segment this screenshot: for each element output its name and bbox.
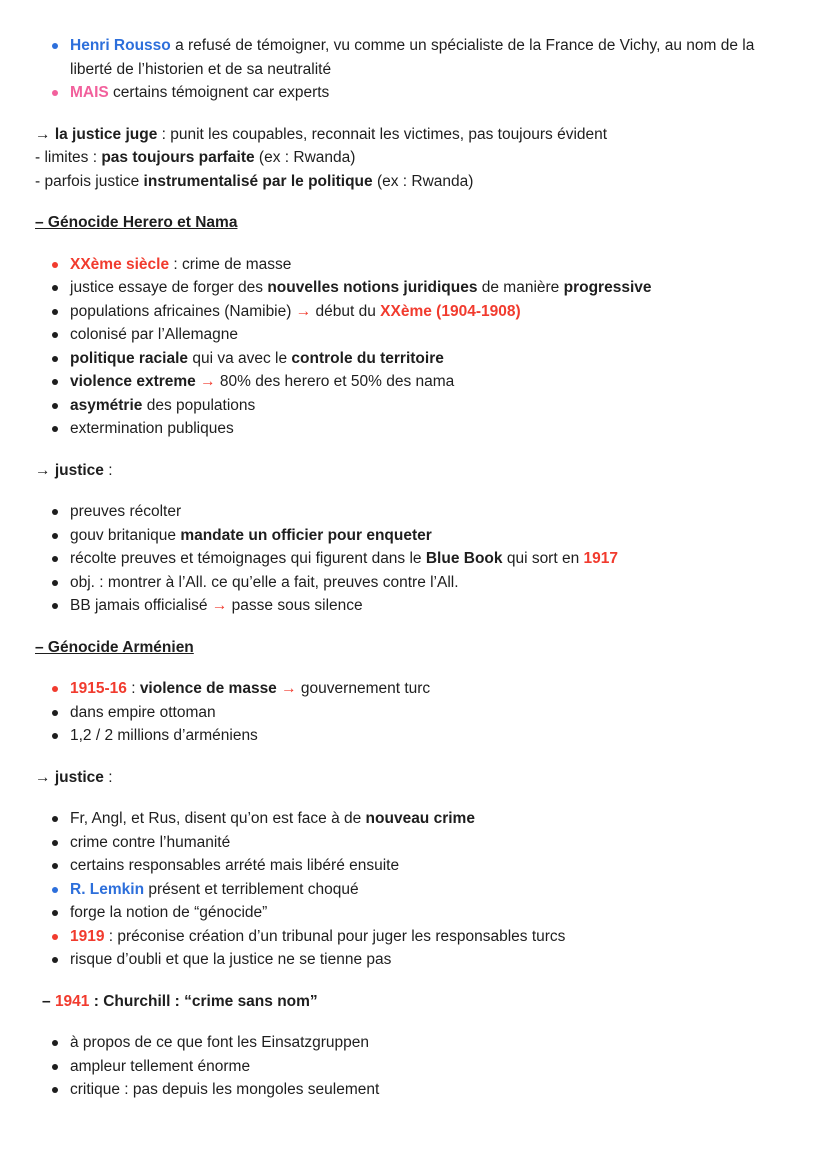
list-item-text [70,1055,770,1079]
list-item-text [70,253,770,277]
list-item [52,571,770,595]
text-line [35,459,770,483]
list-item-text [70,571,770,595]
text-segment: nouveau crime [365,810,475,827]
section-heading [35,636,770,660]
text-segment: 1,2 / 2 millions d’arméniens [70,727,258,744]
text-segment: 1917 [583,550,618,567]
list-item [52,323,770,347]
bullet-marker [52,1040,58,1046]
bullet-marker [52,863,58,869]
text-segment: : [103,768,113,786]
text-segment: qui sort en [502,550,584,567]
bullet-marker [52,580,58,586]
bullet-marker [52,934,58,940]
bullet-marker [52,1087,58,1093]
text-segment: → [200,373,216,390]
bullet-list [35,677,770,748]
text-segment: MAIS [70,84,109,101]
list-item [52,370,770,394]
paragraph [35,990,770,1014]
text-segment: justice [54,461,104,479]
text-segment: début du [311,302,381,320]
paragraph [35,459,770,483]
bullet-marker [52,816,58,822]
text-segment: XXème (1904-1908) [380,302,521,320]
text-segment: : [126,680,140,697]
list-item-text [70,677,770,701]
text-segment: R. Lemkin [70,880,145,898]
text-segment: certains responsables arrété mais libéré ensuite [70,857,400,874]
list-item [52,724,770,748]
bullet-list [35,1031,770,1102]
text-segment: forge la notion de “génocide” [70,904,268,921]
list-item [52,677,770,701]
bullet-marker [52,379,58,385]
text-segment: mandate un officier pour enqueter [180,526,432,544]
text-segment: controle du territoire [291,349,444,367]
text-segment: de manière [477,279,564,296]
text-segment: (ex : Rwanda) [372,172,474,190]
text-segment: Blue Book [425,550,503,567]
text-segment: Churchill : “crime sans nom” [103,992,318,1010]
text-segment: risque d’oubli et que la justice ne se tienne pas [70,951,392,968]
list-item-text [70,524,770,548]
list-item [52,925,770,949]
bullet-marker [52,403,58,409]
list-item [52,948,770,972]
bullet-marker [52,356,58,362]
bullet-list [35,500,770,618]
bullet-marker [52,910,58,916]
text-segment: 1941 [54,992,90,1010]
bullet-marker [52,90,58,96]
bullet-marker [52,840,58,846]
list-item-text [70,300,770,324]
text-segment: 80% des herero et 50% des nama [215,373,455,390]
list-item-text [70,807,770,831]
text-segment: des populations [142,396,256,414]
list-item-text [70,347,770,371]
text-segment: : [89,992,104,1010]
text-segment: pas toujours parfaite [101,149,255,166]
text-segment: la justice juge [54,125,158,143]
text-segment: crime contre l’humanité [70,833,231,851]
list-item-text [70,370,770,394]
list-item [52,500,770,524]
text-line [42,990,770,1014]
text-segment: – Génocide Arménien [35,638,194,656]
list-item [52,701,770,725]
list-item-text [70,1078,770,1102]
bullet-marker [52,556,58,562]
paragraph [35,766,770,790]
bullet-marker [52,957,58,963]
text-segment: qui va avec le [188,349,292,367]
list-item-text [70,323,770,347]
list-item-text [70,878,770,902]
list-item-text [70,417,770,441]
bullet-list [35,34,770,105]
text-segment: passe sous silence [227,597,363,614]
text-segment: justice [54,768,104,786]
text-segment: extermination publiques [70,420,234,437]
text-segment: présent et terriblement choqué [144,880,359,898]
bullet-marker [52,710,58,716]
list-item [52,1055,770,1079]
text-segment: – [42,992,55,1010]
text-segment: populations africaines (Namibie) [70,302,296,320]
text-segment: → [35,125,55,143]
list-item [52,276,770,300]
list-item-text [70,831,770,855]
bullet-marker [52,686,58,692]
text-segment: → [35,461,55,479]
bullet-marker [52,1064,58,1070]
text-segment: violence extreme [70,373,196,390]
list-item [52,81,770,105]
list-item-text [70,547,770,571]
bullet-marker [52,509,58,515]
bullet-marker [52,733,58,739]
list-item [52,547,770,571]
list-item-text [70,394,770,418]
text-segment: violence de masse [139,680,277,697]
list-item-text [70,1031,770,1055]
list-item-text [70,925,770,949]
text-line [35,146,770,170]
list-item [52,347,770,371]
text-segment: ampleur tellement énorme [70,1057,251,1075]
text-segment: → [211,597,228,614]
text-segment: - parfois justice [35,172,144,190]
bullet-marker [52,43,58,49]
paragraph [35,123,770,194]
text-line [35,766,770,790]
text-segment: → [281,680,297,697]
text-segment: certains témoignent car experts [108,84,330,101]
list-item [52,878,770,902]
list-item-text [70,81,770,105]
text-segment: : crime de masse [169,255,292,273]
text-segment: asymétrie [70,396,143,414]
text-segment: colonisé par l’Allemagne [70,326,239,343]
text-line [35,170,770,194]
bullet-marker [52,332,58,338]
bullet-marker [52,426,58,432]
text-segment: gouvernement turc [296,680,431,697]
text-segment: dans empire ottoman [70,703,216,721]
list-item-text [70,901,770,925]
bullet-marker [52,262,58,268]
list-item-text [70,701,770,725]
bullet-marker [52,887,58,893]
bullet-list [35,253,770,441]
list-item [52,807,770,831]
text-segment: - limites : [35,149,102,166]
text-segment: XXème siècle [70,255,170,273]
text-segment: progressive [563,279,652,296]
text-segment: – Génocide Herero et Nama [35,214,238,231]
list-item [52,394,770,418]
list-item-text [70,724,770,748]
list-item [52,34,770,81]
list-item [52,417,770,441]
list-item [52,1078,770,1102]
text-segment: instrumentalisé par le politique [143,172,373,190]
bullet-marker [52,309,58,315]
list-item [52,831,770,855]
list-item-text [70,500,770,524]
list-item-text [70,854,770,878]
text-segment: Henri Rousso [70,37,171,54]
bullet-marker [52,533,58,539]
text-segment: gouv britanique [70,526,181,544]
list-item [52,524,770,548]
text-segment: à propos de ce que font les Einsatzgruppen [70,1034,370,1051]
text-segment: justice essaye de forger des [70,279,268,296]
text-segment: critique : pas depuis les mongoles seulement [70,1081,380,1098]
text-segment: 1915-16 [70,680,127,697]
text-segment: preuves récolter [70,503,182,520]
text-segment: → [295,302,312,320]
text-segment: obj. : montrer à l’All. ce qu’elle a fait, preuves contre l’All. [70,573,459,591]
text-segment: nouvelles notions juridiques [267,279,478,296]
bullet-marker [52,603,58,609]
text-segment: Fr, Angl, et Rus, disent qu’on est face à de [70,810,366,827]
text-segment: → [35,768,55,786]
list-item-text [70,594,770,618]
section-heading [35,211,770,235]
list-item [52,253,770,277]
text-segment: récolte preuves et témoignages qui figurent dans le [70,550,426,567]
text-line [35,123,770,147]
text-segment: politique raciale [70,349,189,367]
text-segment: : punit les coupables, reconnait les victimes, pas toujours évident [157,125,608,143]
text-segment: BB jamais officialisé [70,597,212,614]
list-item [52,300,770,324]
bullet-marker [52,285,58,291]
text-segment: a refusé de témoigner, vu comme un spécialiste de la France de Vichy, au nom de la liberté de l’historien et de sa neutralité [70,37,755,78]
list-item [52,901,770,925]
list-item-text [70,34,770,81]
list-item-text [70,276,770,300]
text-segment: 1919 [70,927,105,945]
list-item-text [70,948,770,972]
list-item [52,854,770,878]
list-item [52,1031,770,1055]
text-segment: : préconise création d’un tribunal pour juger les responsables turcs [104,927,566,945]
bullet-list [35,807,770,972]
list-item [52,594,770,618]
text-segment: (ex : Rwanda) [254,149,356,166]
document-content [35,34,770,1102]
text-segment: : [103,461,113,479]
